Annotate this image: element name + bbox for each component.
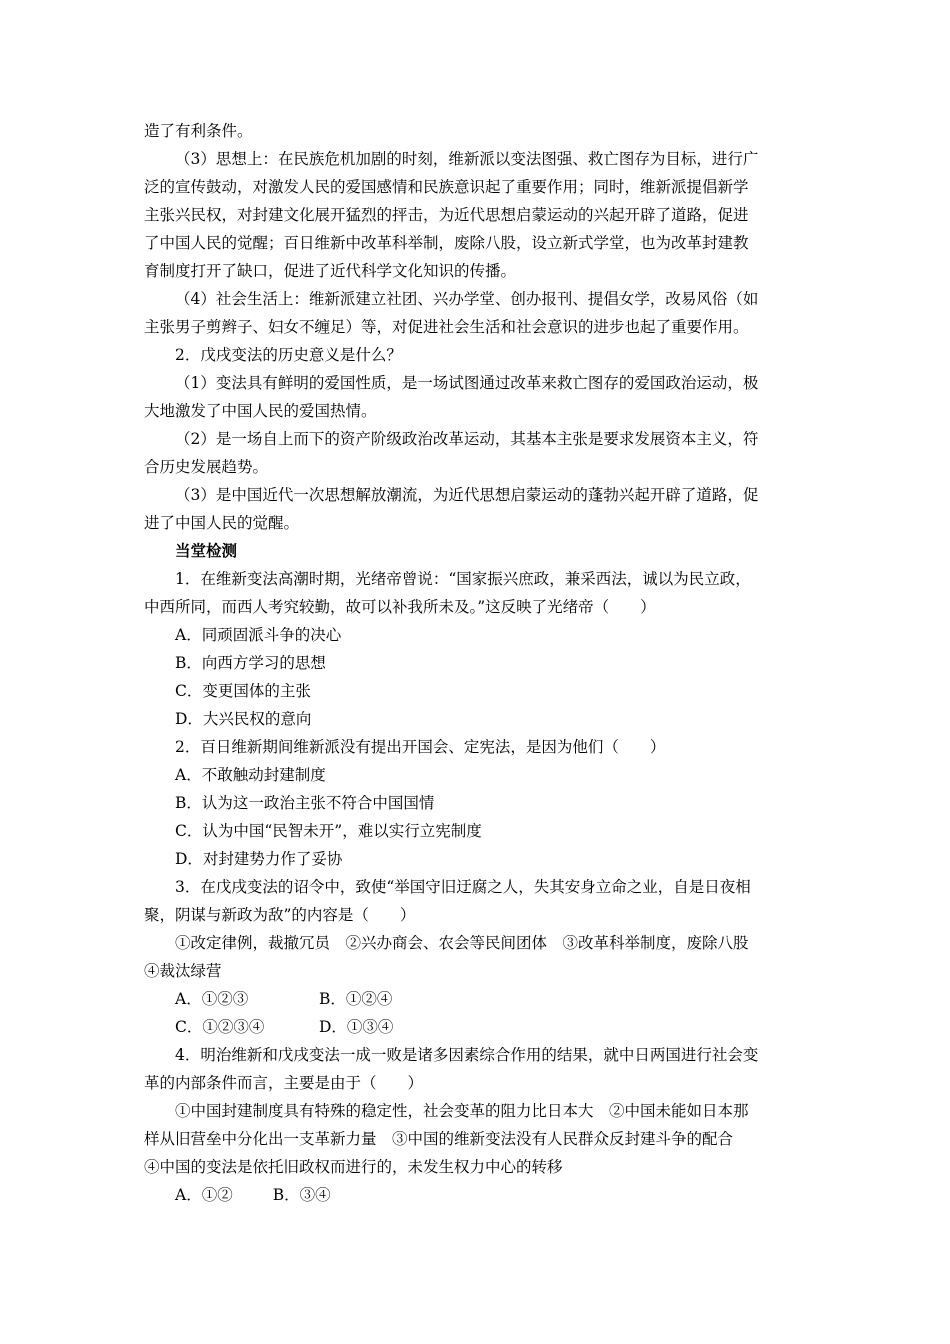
option-b: B．认为这一政治主张不符合中国国情 <box>175 794 435 812</box>
option-row <box>144 1181 806 1209</box>
paragraph-line: 了中国人民的觉醒；百日维新中改革科举制，废除八股，设立新式学堂，也为改革封建教 <box>144 234 749 252</box>
question-item: 样从旧营垒中分化出一支革新力量 ③中国的维新变法没有人民群众反封建斗争的配合 <box>144 1130 734 1148</box>
question-stem: 2．百日维新期间维新派没有提出开国会、定宪法，是因为他们（ ） <box>175 738 666 756</box>
paragraph-social-life <box>144 285 806 341</box>
question-item: ④裁汰绿营 <box>144 962 222 980</box>
option-b: B．向西方学习的思想 <box>175 654 326 672</box>
option-c: C．①②③④ <box>175 1018 265 1036</box>
option-a: A．①②③ <box>175 990 249 1008</box>
paragraph-line: 大地激发了中国人民的爱国热情。 <box>144 402 377 420</box>
question-stem: 1．在维新变法高潮时期，光绪帝曾说：“国家振兴庶政，兼采西法，诚以为民立政， <box>175 570 751 588</box>
paragraph-line: （3）是中国近代一次思想解放潮流，为近代思想启蒙运动的蓬勃兴起开辟了道路，促 <box>175 486 759 504</box>
significance-point-3 <box>144 481 806 537</box>
paragraph-line: 泛的宣传鼓动，对激发人民的爱国感情和民族意识起了重要作用；同时，维新派提倡新学 <box>144 178 749 196</box>
paragraph-line: 进了中国人民的觉醒。 <box>144 514 300 532</box>
question-stem: 4．明治维新和戊戌变法一成一败是诸多因素综合作用的结果，就中日两国进行社会变 <box>175 1046 759 1064</box>
paragraph-line: 合历史发展趋势。 <box>144 458 269 476</box>
question-1 <box>144 565 806 733</box>
option-a: A．①② <box>175 1186 233 1204</box>
question-heading: 2．戊戌变法的历史意义是什么？ <box>175 346 402 364</box>
paragraph-line: 育制度打开了缺口，促进了近代科学文化知识的传播。 <box>144 262 517 280</box>
paragraph-line: 主张男子剪辫子、妇女不缠足）等，对促进社会生活和社会意识的进步也起了重要作用。 <box>144 318 749 336</box>
option-c: C．变更国体的主张 <box>175 682 311 700</box>
option-b: B．①②④ <box>319 990 393 1008</box>
paragraph-thought <box>144 145 806 285</box>
question-item: ①改定律例，裁撤冗员 ②兴办商会、农会等民间团体 ③改革科举制度，废除八股 <box>175 934 749 952</box>
question-stem: 革的内部条件而言，主要是由于（ ） <box>144 1074 424 1092</box>
option-row <box>144 1013 806 1041</box>
question-item: ①中国封建制度具有特殊的稳定性，社会变革的阻力比日本大 ②中国未能如日本那 <box>175 1102 749 1120</box>
paragraph-line: 造了有利条件。 <box>144 122 253 140</box>
option-row <box>144 985 806 1013</box>
option-a: A．不敢触动封建制度 <box>175 766 326 784</box>
question-stem: 3．在戊戌变法的诏令中，致使“举国守旧迂腐之人，失其安身立命之业，自是日夜相 <box>175 878 751 896</box>
option-d: D．对封建势力作了妥协 <box>175 850 343 868</box>
option-d: D．①③④ <box>319 1018 394 1036</box>
significance-point-2 <box>144 425 806 481</box>
option-d: D．大兴民权的意向 <box>175 710 312 728</box>
paragraph-line: （1）变法具有鲜明的爱国性质，是一场试图通过改革来救亡图存的爱国政治运动，极 <box>175 374 759 392</box>
question-2 <box>144 733 806 873</box>
option-a: A．同顽固派斗争的决心 <box>175 626 342 644</box>
option-b: B．③④ <box>272 1186 331 1204</box>
option-c: C．认为中国“民智未开”，难以实行立宪制度 <box>175 822 482 840</box>
section-heading: 当堂检测 <box>175 541 238 560</box>
question-4 <box>144 1041 806 1209</box>
significance-point-1 <box>144 369 806 425</box>
paragraph-line: （2）是一场自上而下的资产阶级政治改革运动，其基本主张是要求发展资本主义，符 <box>175 430 759 448</box>
paragraph-line: 主张兴民权，对封建文化展开猛烈的抨击，为近代思想启蒙运动的兴起开辟了道路，促进 <box>144 206 749 224</box>
question-stem: 中西所同，而西人考究较勤，故可以补我所未及。”这反映了光绪帝（ ） <box>144 598 656 616</box>
paragraph-line: （4）社会生活上：维新派建立社团、兴办学堂、创办报刊、提倡女学，改易风俗（如 <box>175 290 759 308</box>
paragraph-line: （3）思想上：在民族危机加剧的时刻，维新派以变法图强、救亡图存为目标，进行广 <box>175 150 759 168</box>
question-3 <box>144 873 806 1041</box>
document-body <box>144 117 806 1209</box>
question-stem: 聚，阴谋与新政为敌”的内容是（ ） <box>144 906 416 924</box>
question-item: ④中国的变法是依托旧政权而进行的，未发生权力中心的转移 <box>144 1158 563 1176</box>
